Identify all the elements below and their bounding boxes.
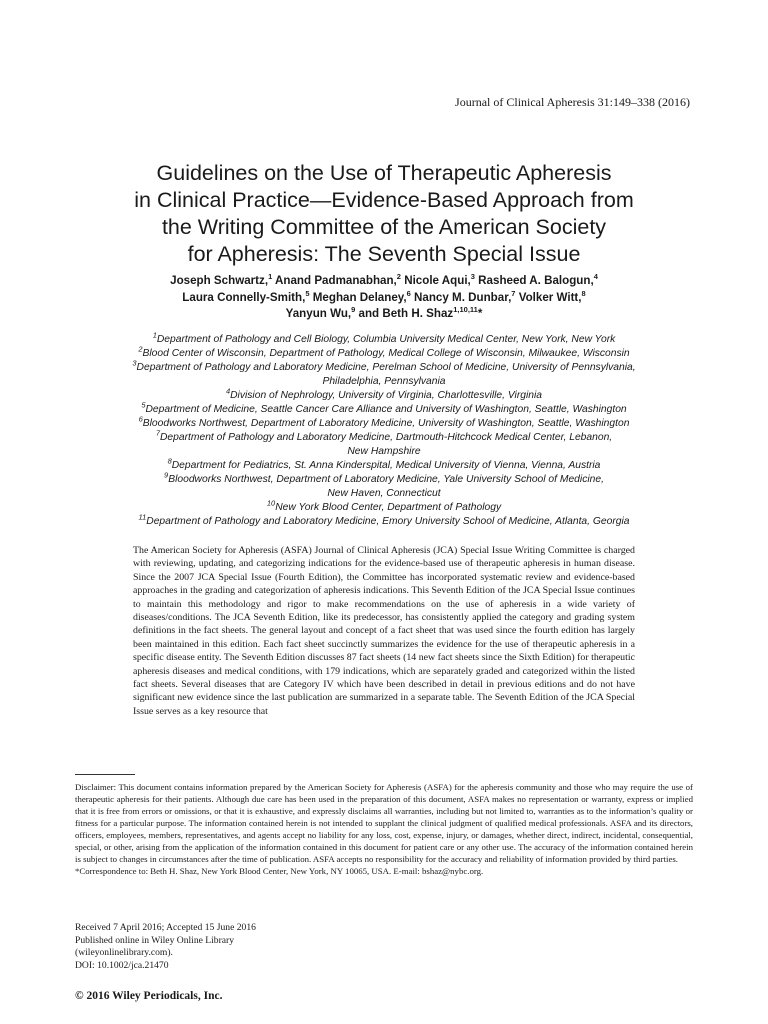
received-line: Published online in Wiley Online Library [75, 934, 235, 946]
affiliation-text: New Haven, Connecticut [327, 488, 441, 499]
affiliation-number: 6 [138, 414, 143, 424]
affiliation [60, 470, 708, 487]
affiliation-text: Philadelphia, Pennsylvania [322, 376, 446, 387]
footnote-block [75, 781, 693, 877]
affiliation-text: Department of Pathology and Laboratory Medicine, Emory University School of Medicine, Atlanta, Georgia [146, 516, 630, 527]
affiliation [60, 400, 708, 417]
affiliation-text: Department of Pathology and Laboratory Medicine, Perelman School of Medicine, University of Pennsylvania, [136, 362, 636, 373]
affiliation [60, 330, 708, 347]
author-affiliation-marker: 9 [351, 305, 356, 315]
affiliation-number: 8 [167, 456, 172, 466]
affiliation [60, 375, 708, 389]
affiliation-text: Bloodworks Northwest, Department of Laboratory Medicine, University of Washington, Seattle, Washington [142, 418, 630, 429]
author-line [60, 273, 708, 290]
received-line: (wileyonlinelibrary.com). [75, 947, 173, 959]
doi-line: DOI: 10.1002/jca.21470 [75, 959, 169, 971]
author-affiliation-marker: 8 [581, 288, 586, 298]
author-name: Nancy M. Dunbar, [414, 290, 512, 304]
author-affiliation-marker: 6 [406, 288, 411, 298]
affiliation-number: 7 [155, 428, 160, 438]
affiliation-text: New York Blood Center, Department of Pathology [275, 502, 502, 513]
affiliation-text: New Hampshire [347, 446, 421, 457]
affiliation-number: 2 [138, 344, 143, 354]
affiliation-text: Department of Pathology and Cell Biology, Columbia University Medical Center, New York, New York [156, 334, 616, 345]
affiliation [60, 456, 708, 473]
author-affiliation-marker: 4 [593, 272, 598, 282]
affiliation-text: Blood Center of Wisconsin, Department of Pathology, Medical College of Wisconsin, Milwaukee, Wisconsin [142, 348, 630, 359]
affiliation-text: Department for Pediatrics, St. Anna Kinderspital, Medical University of Vienna, Vienna, Austria [171, 460, 601, 471]
affiliation-number: 3 [132, 358, 137, 368]
author-name: Laura Connelly-Smith, [182, 290, 306, 304]
journal-reference: Journal of Clinical Apheresis 31:149–338 (2016) [455, 95, 690, 109]
title-line: the Writing Committee of the American Society [161, 215, 607, 239]
author-affiliation-marker: 1,10,11 [453, 305, 478, 315]
disclaimer-text: Disclaimer: This document contains information prepared by the American Society for Apheresis (ASFA) for the apheresis community and those who may require the use of therapeutic apheresis for their patients. Although due care has been used in the preparation of this document, ASFA makes no representation or warranty, express or implied that it is free from errors or omissions, or that it is exhaustive, and expressly disclaims all warranties, including but not limited to, warranties as to the information’s quality or fitness for a particular purpose. The information contained herein is not intended to supplant the clinical judgment of qualified medical professionals. ASFA and its directors, officers, employees, members, representatives, and agents accept no liability for any loss, cost, expense, injury, or damages, whether direct, indirect, incidental, consequential, special, or other, arising from the application of the information contained in this document for patient care or any other use. The accuracy of the information contained herein is subject to changes in circumstances after the time of publication. ASFA accepts no responsibility for the accuracy and reliability of information provided by third parties. [75, 782, 693, 864]
copyright-notice: © 2016 Wiley Periodicals, Inc. [75, 990, 223, 1002]
affiliation-text: Department of Pathology and Laboratory Medicine, Dartmouth-Hitchcock Medical Center, Lebanon, [160, 432, 613, 443]
correspondence-text: *Correspondence to: Beth H. Shaz, New York Blood Center, New York, NY 10065, USA. E-mail: bshaz@nybc.org. [75, 866, 484, 876]
author-name: Volker Witt, [518, 290, 582, 304]
author-name: Yanyun Wu, [285, 307, 352, 320]
title-line: for Apheresis: The Seventh Special Issue [187, 242, 581, 266]
affiliation-number: 4 [225, 386, 231, 396]
corresponding-author-marker: * [477, 307, 483, 320]
affiliation [60, 428, 708, 445]
author-name: Nicole Aqui, [404, 274, 471, 287]
affiliation-list [60, 330, 708, 529]
author-affiliation-marker: 3 [470, 272, 475, 282]
affiliation [60, 358, 708, 375]
affiliation-text: Bloodworks Northwest, Department of Laboratory Medicine, Yale University School of Medicine, [168, 474, 604, 485]
affiliation [60, 344, 708, 361]
author-affiliation-marker: 5 [305, 288, 310, 298]
affiliation-text: Department of Medicine, Seattle Cancer Care Alliance and University of Washington, Seattle, Washington [145, 404, 627, 415]
abstract: The American Society for Apheresis (ASFA) Journal of Clinical Apheresis (JCA) Special Issue Writing Committee is charged with reviewing, updating, and categorizing indications for the evidence-based use of therapeutic apheresis in human disease. Since the 2007 JCA Special Issue (Fourth Edition), the Committee has incorporated systematic review and evidence-based approaches in the grading and categorization of apheresis indications. This Seventh Edition of the JCA Special Issue continues to maintain this methodology and rigor to make recommendations on the use of apheresis in a wide variety of diseases/conditions. The JCA Seventh Edition, like its predecessor, has consistently applied the category and grading system definitions in the fact sheets. The general layout and concept of a fact sheet that was used since the fourth edition has largely been maintained in this edition. Each fact sheet succinctly summarizes the evidence for the use of therapeutic apheresis in a specific disease entity. The Seventh Edition discusses 87 fact sheets (14 new fact sheets since the Sixth Edition) for therapeutic apheresis diseases and medical conditions, with 179 indications, which are separately graded and categorized within the listed fact sheets. Several diseases that are Category IV which have been described in detail in previous editions and do not have significant new evidence since the last publication are summarized in a separate table. The Seventh Edition of the JCA Special Issue serves as a key resource that [133, 545, 635, 717]
affiliation-number: 11 [138, 512, 147, 522]
author-list [60, 273, 708, 323]
author-affiliation-marker: 2 [396, 272, 401, 282]
affiliation-number: 9 [164, 470, 169, 480]
affiliation [60, 386, 708, 403]
affiliation-text: Division of Nephrology, University of Virginia, Charlottesville, Virginia [230, 390, 543, 401]
author-name: Joseph Schwartz, [170, 274, 269, 287]
title-line: in Clinical Practice—Evidence-Based Approach from [134, 188, 634, 212]
affiliation [60, 498, 708, 515]
author-line [60, 306, 708, 323]
article-title [60, 160, 708, 268]
author-name: and Beth H. Shaz [358, 307, 454, 320]
affiliation [60, 512, 708, 529]
affiliation-number: 1 [152, 330, 157, 340]
author-affiliation-marker: 7 [511, 288, 516, 298]
publication-history [75, 922, 256, 972]
author-affiliation-marker: 1 [268, 272, 273, 282]
affiliation-number: 5 [141, 400, 146, 410]
received-line: Received 7 April 2016; Accepted 15 June 2016 [75, 922, 256, 933]
author-name: Meghan Delaney, [312, 290, 407, 304]
affiliation [60, 445, 708, 459]
author-line [60, 290, 708, 307]
affiliation-number: 10 [266, 498, 276, 508]
author-name: Anand Padmanabhan, [275, 274, 397, 287]
author-name: Rasheed A. Balogun, [478, 274, 594, 287]
affiliation [60, 487, 708, 501]
footnote-divider [75, 774, 135, 775]
title-line: Guidelines on the Use of Therapeutic Apheresis [156, 161, 612, 185]
